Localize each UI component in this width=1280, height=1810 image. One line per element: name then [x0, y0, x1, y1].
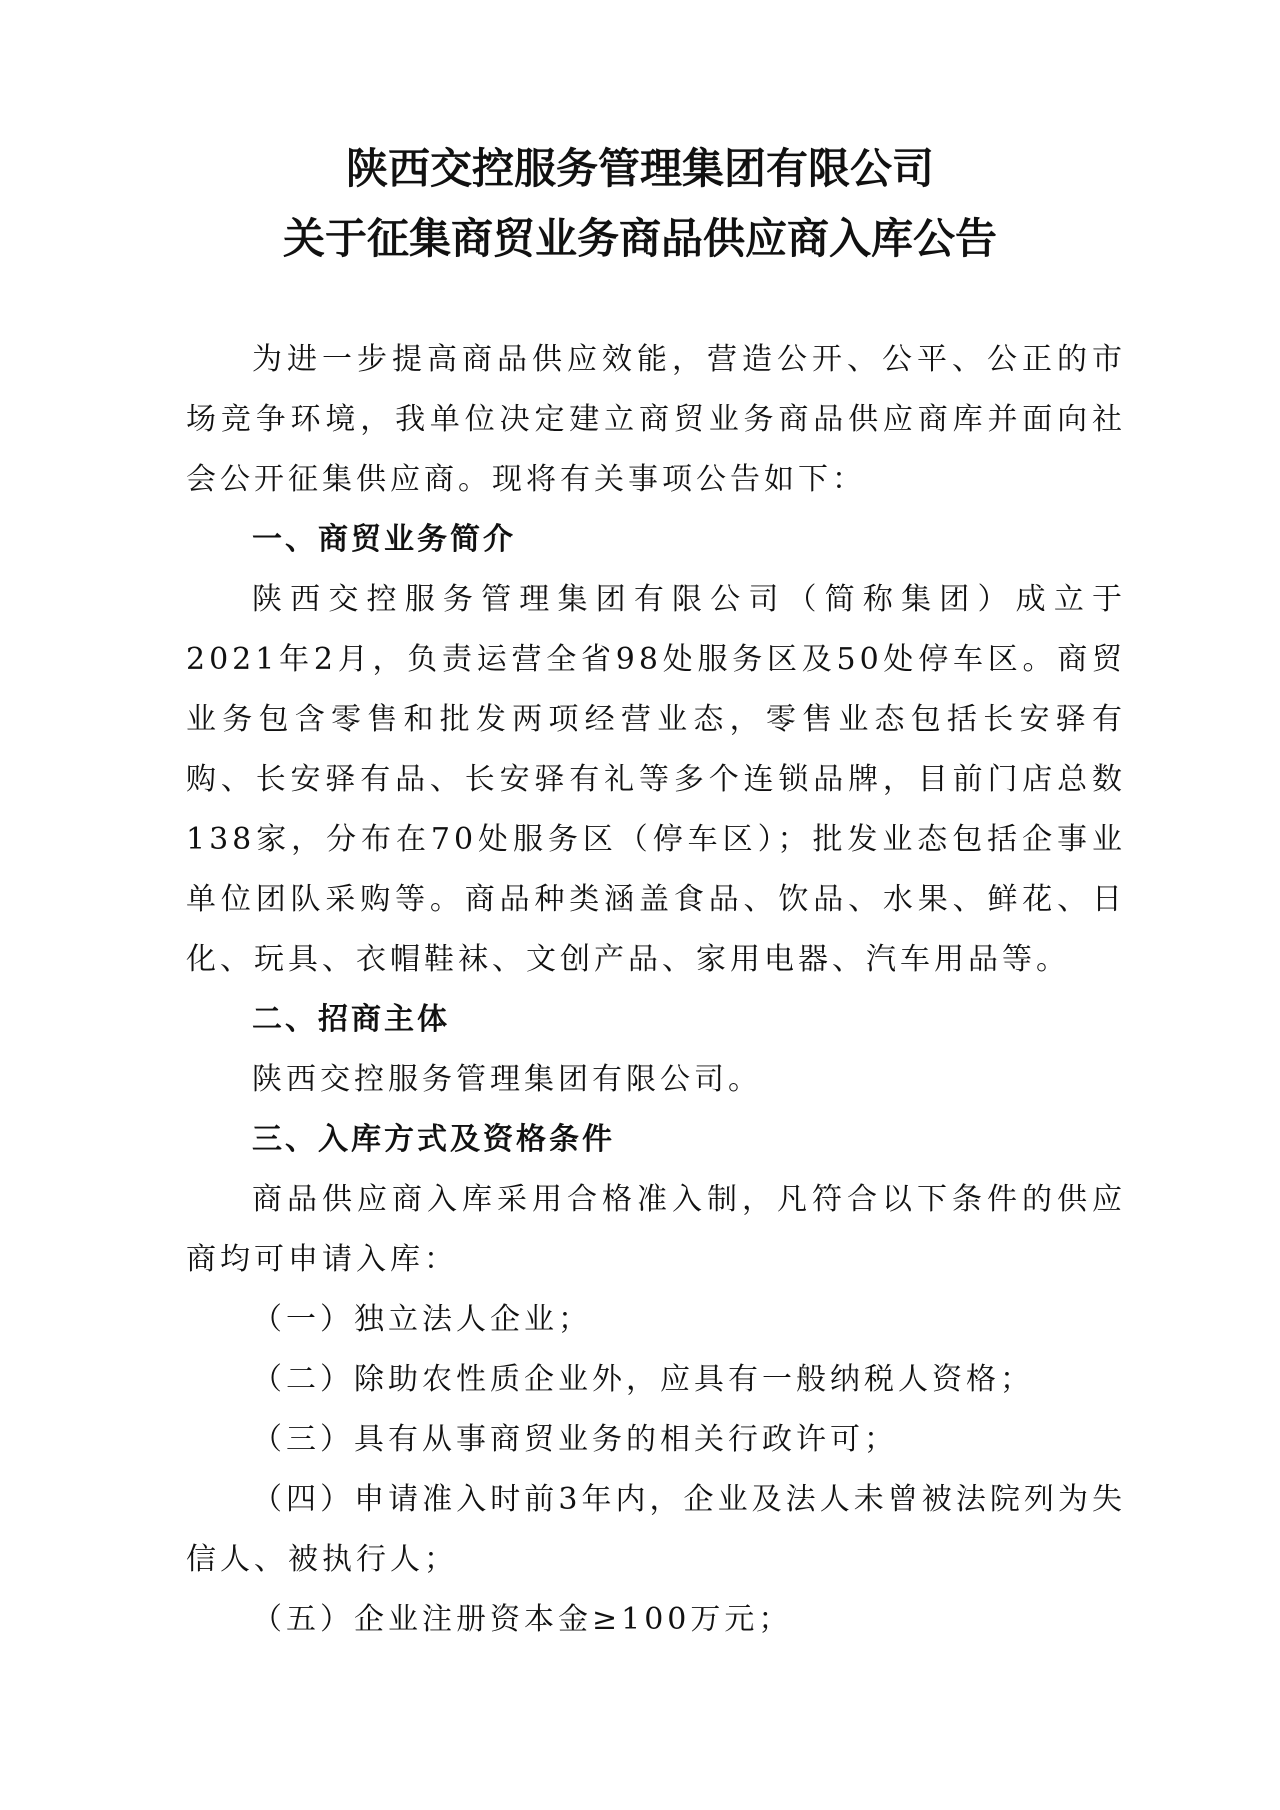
section-3 — [186, 1110, 1126, 1650]
section-1 — [186, 510, 1126, 990]
section-1-paragraph: 陕西交控服务管理集团有限公司（简称集团）成立于2021年2月，负责运营全省98处服务区及50处停车区。商贸业务包含零售和批发两项经营业态，零售业态包括长安驿有购、长安驿有品、长安驿有礼等多个连锁品牌，目前门店总数138家，分布在70处服务区（停车区）；批发业态包括企事业单位团队采购等。商品种类涵盖食品、饮品、水果、鲜花、日化、玩具、衣帽鞋袜、文创产品、家用电器、汽车用品等。 — [186, 582, 1126, 977]
section-2-paragraph: 陕西交控服务管理集团有限公司。 — [252, 1062, 762, 1097]
intro-paragraph: 为进一步提高商品供应效能，营造公开、公平、公正的市场竞争环境，我单位决定建立商贸业务商品供应商库并面向社会公开征集供应商。现将有关事项公告如下： — [186, 342, 1126, 497]
intro-block — [186, 330, 1126, 510]
list-item: （三）具有从事商贸业务的相关行政许可； — [252, 1422, 898, 1457]
title-line-2: 关于征集商贸业务商品供应商入库公告 — [282, 214, 997, 263]
list-item: （四）申请准入时前3年内，企业及法人未曾被法院列为失信人、被执行人； — [186, 1482, 1126, 1577]
title-line-1: 陕西交控服务管理集团有限公司 — [345, 144, 934, 193]
list-item: （二）除助农性质企业外，应具有一般纳税人资格； — [252, 1362, 1034, 1397]
section-2 — [186, 990, 1126, 1110]
section-3-paragraph: 商品供应商入库采用合格准入制，凡符合以下条件的供应商均可申请入库： — [186, 1182, 1126, 1277]
section-2-heading: 二、招商主体 — [252, 1002, 450, 1037]
section-3-heading: 三、入库方式及资格条件 — [252, 1122, 615, 1157]
list-item: （一）独立法人企业； — [252, 1302, 592, 1337]
section-1-heading: 一、商贸业务简介 — [252, 522, 516, 557]
list-item: （五）企业注册资本金≥100万元； — [252, 1602, 793, 1637]
